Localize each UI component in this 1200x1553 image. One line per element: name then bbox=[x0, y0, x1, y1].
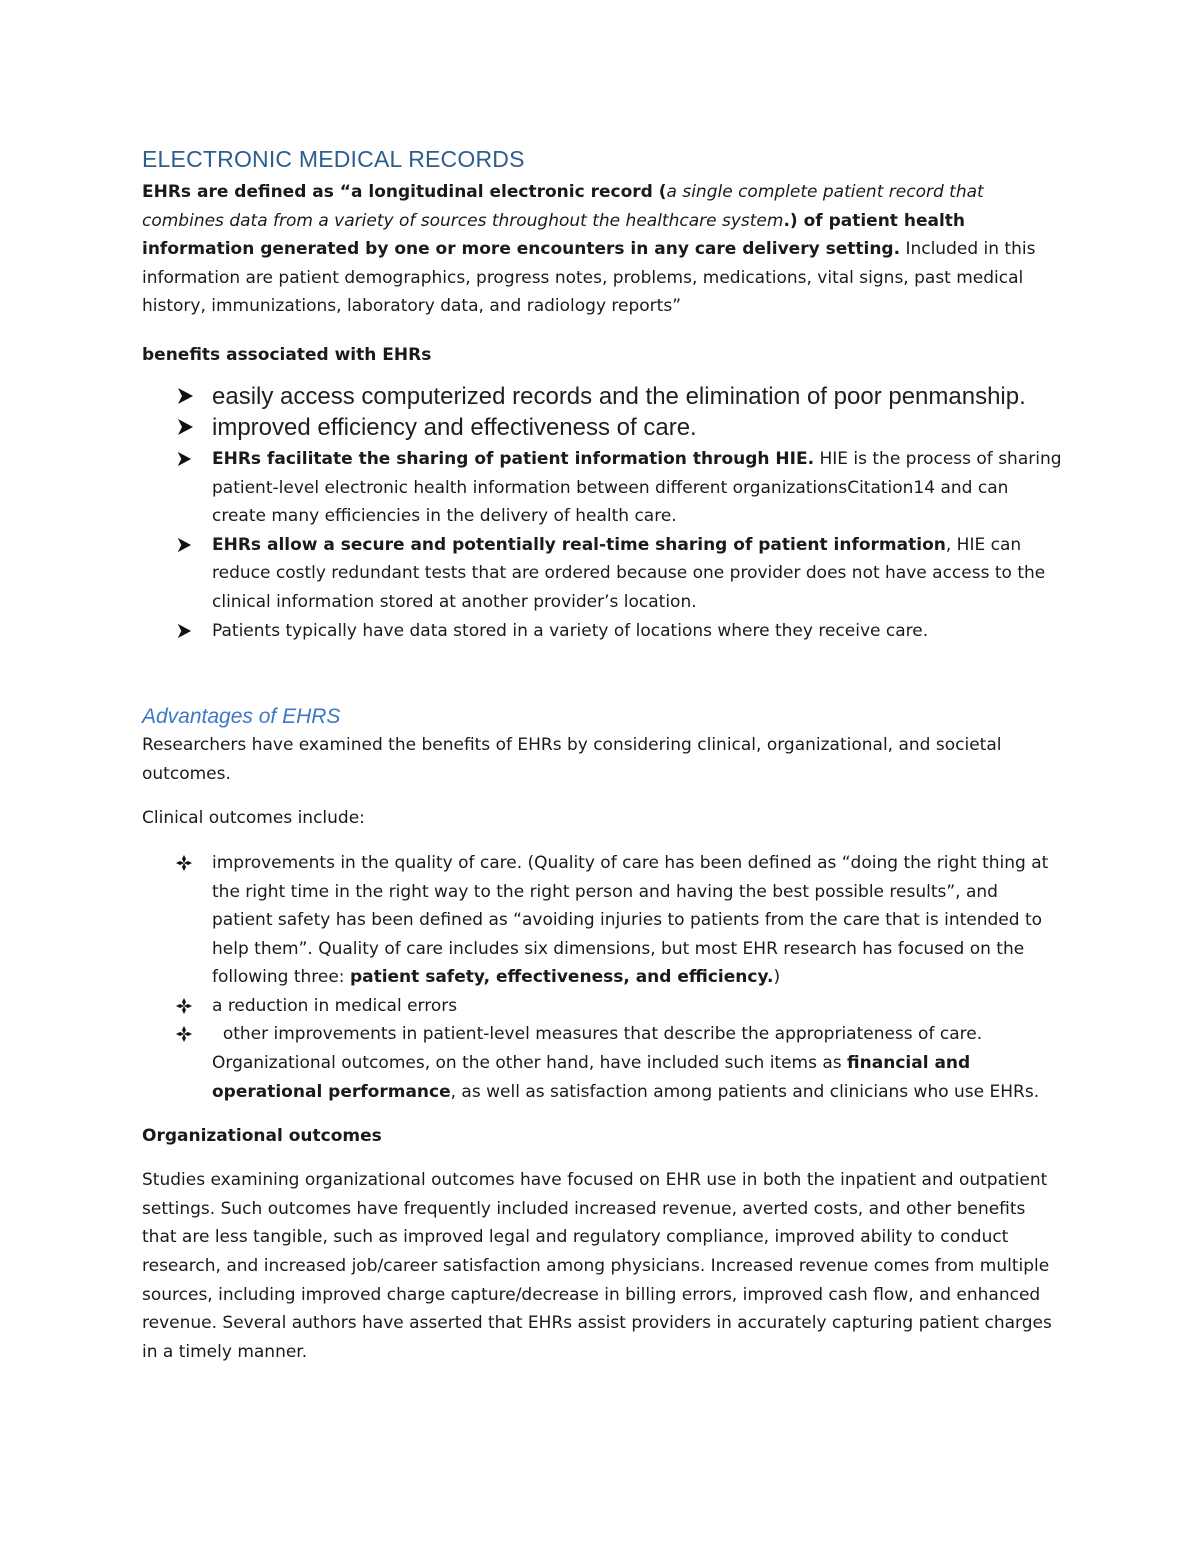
benefit-item-4-rest: , HIE can reduce costly redundant tests that are ordered because one provider does not have access to the clinical information stored at another provider’s location. bbox=[212, 534, 1046, 612]
diamond-bullet-icon bbox=[176, 998, 200, 1014]
clinical-item-1-end: ) bbox=[773, 967, 781, 988]
definition-bold-start: EHRs are defined as “a longitudinal electronic record ( bbox=[142, 182, 667, 202]
list-item bbox=[142, 992, 1062, 1021]
diamond-bullet-icon bbox=[176, 855, 200, 871]
organizational-heading: Organizational outcomes bbox=[142, 1126, 382, 1147]
benefits-heading: benefits associated with EHRs bbox=[142, 344, 432, 365]
clinical-outcomes-list bbox=[142, 849, 1062, 1106]
clinical-item-3-end: , as well as satisfaction among patients and clinicians who use EHRs. bbox=[450, 1081, 1040, 1102]
clinical-item-3-start: other improvements in patient-level measures that describe the appropriateness of care. Organizational outcomes, on the other hand, have included such items as bbox=[212, 1024, 988, 1074]
arrow-bullet-icon bbox=[176, 418, 200, 436]
arrow-bullet-icon bbox=[176, 387, 200, 405]
definition-rest: Included in this information are patient demographics, progress notes, problems, medications, vital signs, past medical history, immunizations, laboratory data, and radiology reports” bbox=[142, 239, 1036, 317]
list-item bbox=[142, 381, 1062, 412]
definition-italic: a single complete patient record that combines data from a variety of sources throughout the healthcare system bbox=[142, 182, 984, 231]
list-item bbox=[142, 445, 1062, 531]
list-item bbox=[142, 1020, 1062, 1106]
benefit-item-3-bold: EHRs facilitate the sharing of patient information through HIE. bbox=[212, 448, 815, 469]
list-item bbox=[142, 412, 1062, 443]
clinical-item-1-start: improvements in the quality of care. (Quality of care has been defined as “doing the right thing at the right time in the right way to the right person and having the best possible results”, and patient safety has been defined as “avoiding injuries to patients from the care that is intended to help them”. Quality of care includes six dimensions, but most EHR research has focused on the following three: bbox=[212, 852, 1049, 988]
page-title: ELECTRONIC MEDICAL RECORDS bbox=[142, 146, 525, 172]
benefit-item-4-bold: EHRs allow a secure and potentially real-time sharing of patient information bbox=[212, 534, 946, 555]
benefit-item-3-rest: HIE is the process of sharing patient-level electronic health information between different organizationsCitation14 and can create many efficiencies in the delivery of health care. bbox=[212, 448, 1062, 527]
list-item bbox=[142, 531, 1062, 617]
advantages-heading: Advantages of EHRS bbox=[142, 705, 341, 729]
benefit-item-1: easily access computerized records and the elimination of poor penmanship. bbox=[212, 382, 1026, 410]
benefits-list bbox=[142, 381, 1062, 645]
arrow-bullet-icon bbox=[176, 537, 200, 553]
organizational-paragraph: Studies examining organizational outcomes have focused on EHR use in both the inpatient and outpatient settings. Such outcomes have frequently included increased revenue, averted costs, and other benefits that are less tangible, such as improved legal and regulatory compliance, improved ability to conduct research, and increased job/career satisfaction among physicians. Increased revenue comes from multiple sources, including improved charge capture/decrease in billing errors, improved cash flow, and enhanced revenue. Several authors have asserted that EHRs assist providers in accurately capturing patient charges in a timely manner. bbox=[142, 1170, 1052, 1362]
arrow-bullet-icon bbox=[176, 451, 200, 467]
arrow-bullet-icon bbox=[176, 623, 200, 639]
document-body bbox=[142, 140, 1062, 1366]
definition-bold-middle: .) of patient health information generated by one or more encounters in any care delivery setting. bbox=[142, 210, 966, 260]
advantages-intro: Researchers have examined the benefits of EHRs by considering clinical, organizational, and societal outcomes. bbox=[142, 735, 1002, 784]
benefit-item-2: improved efficiency and effectiveness of care. bbox=[212, 413, 697, 441]
clinical-item-2: a reduction in medical errors bbox=[212, 995, 458, 1016]
clinical-item-1-bold: patient safety, effectiveness, and efficiency. bbox=[349, 967, 774, 988]
benefit-item-5: Patients typically have data stored in a variety of locations where they receive care. bbox=[212, 620, 929, 641]
list-item bbox=[142, 849, 1062, 992]
list-item bbox=[142, 617, 1062, 646]
definition-paragraph bbox=[142, 178, 1062, 321]
clinical-item-3-bold: financial and operational performance bbox=[212, 1053, 971, 1102]
clinical-outcomes-label: Clinical outcomes include: bbox=[142, 808, 365, 829]
diamond-bullet-icon bbox=[176, 1026, 200, 1042]
